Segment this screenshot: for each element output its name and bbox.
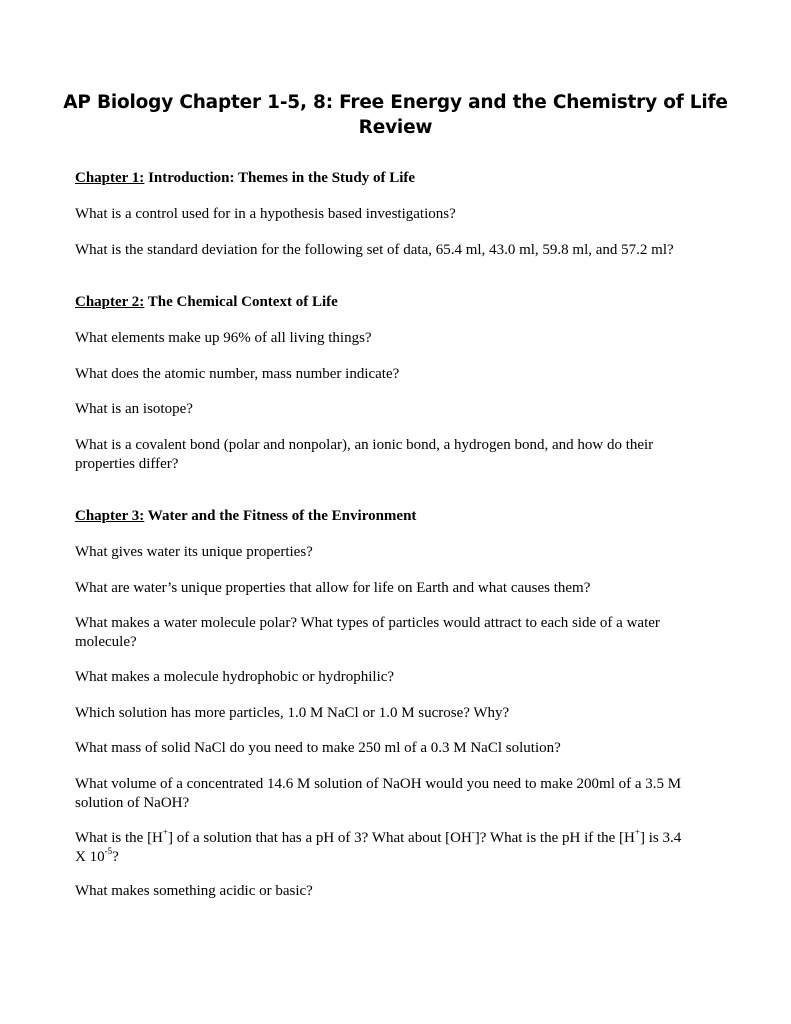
- chapter-label: Chapter 2:: [75, 294, 145, 310]
- chapter-label: Chapter 1:: [75, 170, 145, 186]
- section-heading-chapter-2: [75, 293, 735, 312]
- question: What makes a water molecule polar? What types of particles would attract to each side of a water molecule?: [75, 615, 660, 650]
- question: What makes something acidic or basic?: [75, 883, 313, 899]
- question: What mass of solid NaCl do you need to make 250 ml of a 0.3 M NaCl solution?: [75, 740, 561, 756]
- document-title: [60, 90, 731, 140]
- question: What elements make up 96% of all living things?: [75, 330, 372, 346]
- question: What are water’s unique properties that allow for life on Earth and what causes them?: [75, 580, 591, 596]
- question: Which solution has more particles, 1.0 M NaCl or 1.0 M sucrose? Why?: [75, 705, 510, 721]
- section-heading-chapter-1: [75, 169, 735, 188]
- chapter-label: Chapter 3:: [75, 508, 145, 524]
- title-line-1: AP Biology Chapter 1-5, 8: Free Energy and the Chemistry of Life: [63, 92, 728, 113]
- question: What volume of a concentrated 14.6 M solution of NaOH would you need to make 200ml of a 3.5 M solution of NaOH?: [75, 776, 682, 811]
- chapter-title: The Chemical Context of Life: [147, 294, 338, 310]
- chapter-title: Water and the Fitness of the Environment: [147, 508, 417, 524]
- question: What is an isotope?: [75, 401, 193, 417]
- title-line-2: Review: [358, 117, 433, 138]
- question: What is a covalent bond (polar and nonpolar), an ionic bond, a hydrogen bond, and how do their properties differ?: [75, 437, 654, 472]
- question: What gives water its unique properties?: [75, 544, 313, 560]
- question: What does the atomic number, mass number indicate?: [75, 366, 400, 382]
- question: What is the standard deviation for the following set of data, 65.4 ml, 43.0 ml, 59.8 ml, and 57.2 ml?: [75, 242, 674, 258]
- section-heading-chapter-3: [75, 507, 735, 526]
- question: What is a control used for in a hypothesis based investigations?: [75, 206, 456, 222]
- question: What makes a molecule hydrophobic or hydrophilic?: [75, 669, 395, 685]
- question-ph: What is the [H+] of a solution that has a pH of 3? What about [OH-]? What is the pH if the [H+] is 3.4 X $10^{-5}$?: [75, 827, 682, 865]
- chapter-title: Introduction: Themes in the Study of Life: [148, 170, 416, 186]
